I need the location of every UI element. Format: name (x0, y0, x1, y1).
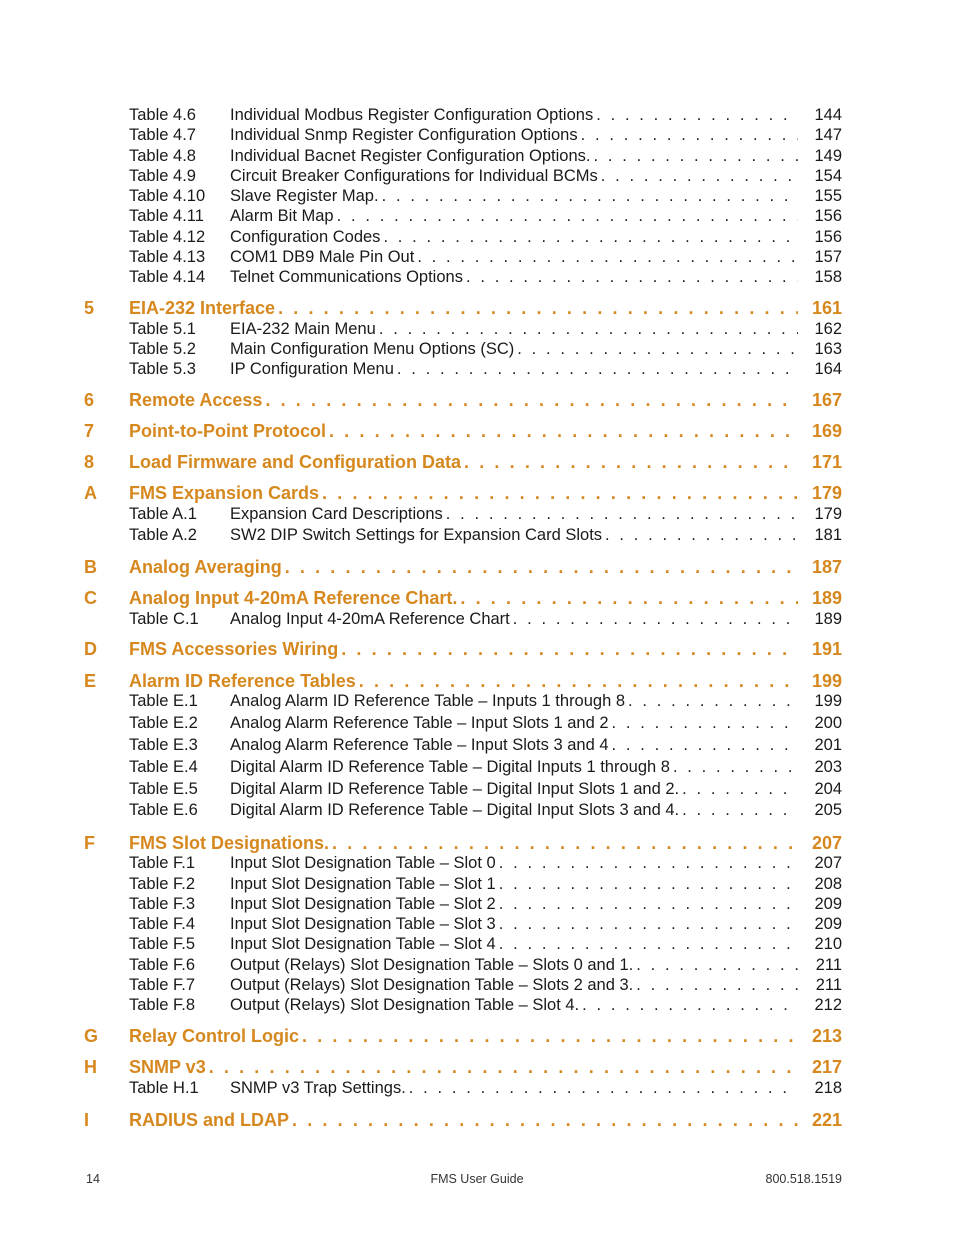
entry-title-line (129, 1110, 842, 1131)
entry-title: Individual Bacnet Register Configuration Options. (230, 147, 591, 165)
dot-leader (679, 780, 798, 799)
entry-title-line (230, 976, 842, 995)
entry-title: Individual Snmp Register Configuration Options (230, 126, 578, 144)
footer-doc-title: FMS User Guide (430, 1172, 524, 1186)
entry-page-number: 191 (811, 639, 842, 659)
entry-page-number: 154 (814, 167, 842, 185)
table-label: Table 4.14 (129, 268, 206, 286)
entry-page-number: 218 (814, 1079, 842, 1097)
toc-table-entry[interactable] (0, 714, 842, 734)
entry-title: Expansion Card Descriptions (230, 505, 443, 523)
entry-title: FMS Slot Designations. (129, 833, 330, 853)
dot-leader (514, 340, 798, 359)
section-number: I (84, 1110, 90, 1130)
entry-page-number: 156 (814, 207, 842, 225)
dot-leader (379, 187, 798, 206)
toc-section-entry[interactable] (0, 1026, 842, 1048)
toc-table-entry[interactable] (0, 976, 842, 996)
entry-page-number: 210 (814, 935, 842, 953)
section-number: C (84, 588, 97, 608)
entry-page-number: 144 (814, 106, 842, 124)
entry-page-number: 200 (814, 714, 842, 732)
table-label: Table C.1 (129, 610, 199, 628)
entry-title-line (230, 320, 842, 339)
entry-page-number: 179 (814, 505, 842, 523)
dot-leader (609, 714, 798, 733)
entry-title-line (230, 526, 842, 545)
entry-title: EIA-232 Main Menu (230, 320, 376, 338)
toc-table-entry[interactable] (0, 505, 842, 525)
table-label: Table 4.10 (129, 187, 206, 205)
entry-page-number: 207 (811, 833, 842, 853)
dot-leader (496, 895, 798, 914)
entry-page-number: 162 (814, 320, 842, 338)
entry-title-line (230, 106, 842, 125)
dot-leader (406, 1079, 798, 1098)
dot-leader (670, 758, 798, 777)
entry-title: Configuration Codes (230, 228, 381, 246)
entry-title-line (230, 935, 842, 954)
toc-table-entry[interactable] (0, 801, 842, 821)
entry-title-line (129, 452, 842, 473)
entry-title: Output (Relays) Slot Designation Table – Slots 2 and 3. (230, 976, 634, 994)
entry-title-line (230, 228, 842, 247)
table-label: Table 4.8 (129, 147, 196, 165)
dot-leader (463, 268, 798, 287)
section-number: G (84, 1026, 99, 1046)
entry-title: Analog Input 4-20mA Reference Chart (230, 610, 510, 628)
toc-table-entry[interactable] (0, 1079, 842, 1099)
entry-title-line (230, 610, 842, 629)
entry-page-number: 149 (814, 147, 842, 165)
toc-section-entry[interactable] (0, 298, 842, 320)
entry-page-number: 211 (815, 976, 842, 994)
entry-title-line (230, 956, 842, 975)
toc-table-entry[interactable] (0, 758, 842, 778)
dot-leader (319, 483, 798, 504)
entry-title-line (129, 390, 842, 411)
section-number: E (84, 671, 97, 691)
table-label: Table 4.12 (129, 228, 206, 246)
entry-page-number: 163 (814, 340, 842, 358)
entry-title: Slave Register Map. (230, 187, 379, 205)
dot-leader (299, 1026, 798, 1047)
entry-page-number: 217 (811, 1057, 842, 1077)
entry-title-line (230, 854, 842, 873)
entry-page-number: 207 (814, 854, 842, 872)
entry-title: Digital Alarm ID Reference Table – Digital Input Slots 3 and 4. (230, 801, 680, 819)
toc-section-entry[interactable] (0, 421, 842, 443)
dot-leader (496, 875, 798, 894)
entry-title-line (230, 1079, 842, 1098)
entry-title: Output (Relays) Slot Designation Table – Slots 0 and 1. (230, 956, 634, 974)
entry-page-number: 199 (814, 692, 842, 710)
toc-table-entry[interactable] (0, 610, 842, 630)
table-label: Table E.3 (129, 736, 198, 754)
dot-leader (579, 996, 798, 1015)
toc-table-entry[interactable] (0, 340, 842, 360)
toc-section-entry[interactable] (0, 639, 842, 661)
entry-page-number: 147 (814, 126, 842, 144)
entry-page-number: 155 (814, 187, 842, 205)
entry-title: Main Configuration Menu Options (SC) (230, 340, 515, 358)
table-label: Table H.1 (129, 1079, 199, 1097)
table-label: Table A.2 (129, 526, 197, 544)
dot-leader (609, 736, 798, 755)
entry-title-line (129, 833, 842, 854)
table-label: Table F.1 (129, 854, 196, 872)
entry-title: Analog Alarm Reference Table – Input Slots 3 and 4 (230, 736, 609, 754)
toc-table-entry[interactable] (0, 187, 842, 207)
dot-leader (334, 207, 798, 226)
table-label: Table 4.11 (129, 207, 204, 225)
entry-title: Input Slot Designation Table – Slot 0 (230, 854, 496, 872)
dot-leader (394, 360, 798, 379)
table-label: Table F.7 (129, 976, 196, 994)
table-label: Table 4.6 (129, 106, 196, 124)
entry-page-number: 158 (814, 268, 842, 286)
toc-section-entry[interactable] (0, 452, 842, 474)
toc-table-entry[interactable] (0, 956, 842, 976)
entry-page-number: 189 (814, 610, 842, 628)
toc-section-entry[interactable] (0, 483, 842, 505)
entry-title-line (230, 915, 842, 934)
dot-leader (414, 248, 798, 267)
entry-title: SNMP v3 Trap Settings. (230, 1079, 406, 1097)
table-label: Table 5.1 (129, 320, 196, 338)
toc-table-entry[interactable] (0, 526, 842, 546)
entry-title: Input Slot Designation Table – Slot 4 (230, 935, 496, 953)
entry-title: Relay Control Logic (129, 1026, 300, 1046)
entry-title-line (230, 505, 842, 524)
toc-section-entry[interactable] (0, 833, 842, 855)
table-label: Table F.4 (129, 915, 196, 933)
section-number: H (84, 1057, 97, 1077)
entry-title-line (230, 248, 842, 267)
dot-leader (329, 833, 798, 854)
entry-page-number: 164 (814, 360, 842, 378)
entry-title: EIA-232 Interface (129, 298, 276, 318)
toc-table-entry[interactable] (0, 915, 842, 935)
entry-title: COM1 DB9 Male Pin Out (230, 248, 415, 266)
entry-page-number: 211 (815, 956, 842, 974)
entry-page-number: 203 (814, 758, 842, 776)
entry-title: Digital Alarm ID Reference Table – Digital Inputs 1 through 8 (230, 758, 670, 776)
footer-phone: 800.518.1519 (765, 1172, 842, 1186)
toc-table-entry[interactable] (0, 360, 842, 380)
entry-page-number: 156 (814, 228, 842, 246)
table-label: Table 4.9 (129, 167, 196, 185)
toc-table-entry[interactable] (0, 935, 842, 955)
table-label: Table E.5 (129, 780, 198, 798)
toc-table-entry[interactable] (0, 692, 842, 712)
entry-page-number: 221 (811, 1110, 842, 1130)
dot-leader (376, 320, 798, 339)
section-number: A (84, 483, 97, 503)
dot-leader (338, 639, 798, 660)
dot-leader (496, 854, 798, 873)
entry-title: SW2 DIP Switch Settings for Expansion Card Slots (230, 526, 603, 544)
entry-title: Analog Input 4-20mA Reference Chart. (129, 588, 458, 608)
entry-title: Input Slot Designation Table – Slot 2 (230, 895, 496, 913)
dot-leader (496, 915, 798, 934)
toc-table-entry[interactable] (0, 996, 842, 1016)
dot-leader (461, 452, 798, 473)
entry-title: Input Slot Designation Table – Slot 1 (230, 875, 496, 893)
dot-leader (457, 588, 798, 609)
footer-page-number: 14 (86, 1172, 100, 1186)
toc-table-entry[interactable] (0, 228, 842, 248)
table-label: Table E.6 (129, 801, 198, 819)
entry-title: Individual Modbus Register Configuration Options (230, 106, 594, 124)
toc-table-entry[interactable] (0, 207, 842, 227)
entry-title-line (230, 167, 842, 186)
toc-table-entry[interactable] (0, 895, 842, 915)
entry-title: Digital Alarm ID Reference Table – Digital Input Slots 1 and 2. (230, 780, 680, 798)
toc-table-entry[interactable] (0, 126, 842, 146)
dot-leader (380, 228, 798, 247)
entry-title-line (230, 126, 842, 145)
entry-page-number: 204 (814, 780, 842, 798)
entry-title: Telnet Communications Options (230, 268, 463, 286)
dot-leader (602, 526, 798, 545)
dot-leader (633, 976, 798, 995)
dot-leader (356, 671, 798, 692)
entry-title: Alarm Bit Map (230, 207, 334, 225)
section-number: 6 (84, 390, 95, 410)
table-label: Table F.6 (129, 956, 196, 974)
table-label: Table F.5 (129, 935, 196, 953)
toc-table-entry[interactable] (0, 875, 842, 895)
toc-table-entry[interactable] (0, 780, 842, 800)
entry-title-line (129, 421, 842, 442)
entry-title: Analog Alarm ID Reference Table – Inputs 1 through 8 (230, 692, 626, 710)
dot-leader (510, 610, 798, 629)
entry-page-number: 209 (814, 915, 842, 933)
toc-table-entry[interactable] (0, 106, 842, 126)
table-label: Table F.3 (129, 895, 196, 913)
toc-section-entry[interactable] (0, 1110, 842, 1132)
entry-title-line (230, 780, 842, 799)
entry-page-number: 209 (814, 895, 842, 913)
table-label: Table E.1 (129, 692, 198, 710)
dot-leader (289, 1110, 798, 1131)
entry-title: Output (Relays) Slot Designation Table – Slot 4. (230, 996, 580, 1014)
entry-title-line (230, 714, 842, 733)
entry-title-line (230, 692, 842, 711)
section-number: D (84, 639, 97, 659)
section-number: 7 (84, 421, 95, 441)
entry-title: Point-to-Point Protocol (129, 421, 326, 441)
dot-leader (633, 956, 798, 975)
entry-title-line (230, 736, 842, 755)
section-number: 8 (84, 452, 95, 472)
toc-table-entry[interactable] (0, 167, 842, 187)
entry-title: SNMP v3 (129, 1057, 206, 1077)
entry-title: Load Firmware and Configuration Data (129, 452, 462, 472)
toc-table-entry[interactable] (0, 736, 842, 756)
table-label: Table E.4 (129, 758, 198, 776)
toc-section-entry[interactable] (0, 557, 842, 579)
toc-section-entry[interactable] (0, 671, 842, 693)
entry-page-number: 189 (811, 588, 842, 608)
dot-leader (206, 1057, 798, 1078)
dot-leader (275, 298, 798, 319)
dot-leader (679, 801, 798, 820)
entry-title-line (129, 1057, 842, 1078)
dot-leader (496, 935, 798, 954)
entry-title: Analog Alarm Reference Table – Input Slots 1 and 2 (230, 714, 609, 732)
toc-table-entry[interactable] (0, 268, 842, 288)
toc-section-entry[interactable] (0, 1057, 842, 1079)
entry-page-number: 167 (811, 390, 842, 410)
section-number: B (84, 557, 97, 577)
dot-leader (578, 126, 798, 145)
entry-title: Remote Access (129, 390, 263, 410)
entry-title-line (230, 268, 842, 287)
table-label: Table 4.7 (129, 126, 196, 144)
table-label: Table F.2 (129, 875, 196, 893)
section-number: F (84, 833, 95, 853)
entry-title-line (129, 639, 842, 660)
toc-table-entry[interactable] (0, 248, 842, 268)
entry-page-number: 208 (814, 875, 842, 893)
table-label: Table 5.3 (129, 360, 196, 378)
dot-leader (262, 390, 798, 411)
toc-table-entry[interactable] (0, 147, 842, 167)
entry-page-number: 199 (811, 671, 842, 691)
entry-page-number: 161 (811, 298, 842, 318)
entry-page-number: 181 (814, 526, 842, 544)
dot-leader (326, 421, 798, 442)
entry-title-line (129, 298, 842, 319)
toc-table-entry[interactable] (0, 854, 842, 874)
section-number: 5 (84, 298, 95, 318)
entry-title-line (230, 875, 842, 894)
entry-page-number: 157 (814, 248, 842, 266)
dot-leader (598, 167, 798, 186)
entry-title-line (230, 360, 842, 379)
entry-title: RADIUS and LDAP (129, 1110, 290, 1130)
dot-leader (625, 692, 798, 711)
entry-title: IP Configuration Menu (230, 360, 394, 378)
entry-page-number: 201 (814, 736, 842, 754)
table-label: Table A.1 (129, 505, 197, 523)
entry-page-number: 212 (814, 996, 842, 1014)
dot-leader (282, 557, 798, 578)
entry-page-number: 213 (811, 1026, 842, 1046)
entry-title-line (129, 557, 842, 578)
entry-title: FMS Accessories Wiring (129, 639, 339, 659)
entry-title-line (230, 758, 842, 777)
toc-section-entry[interactable] (0, 588, 842, 610)
dot-leader (593, 106, 798, 125)
entry-title-line (230, 996, 842, 1015)
entry-page-number: 179 (811, 483, 842, 503)
toc-section-entry[interactable] (0, 390, 842, 412)
entry-title-line (129, 671, 842, 692)
entry-title: Circuit Breaker Configurations for Individual BCMs (230, 167, 598, 185)
entry-title-line (129, 1026, 842, 1047)
toc-table-entry[interactable] (0, 320, 842, 340)
table-label: Table E.2 (129, 714, 198, 732)
entry-title-line (230, 147, 842, 166)
table-label: Table 5.2 (129, 340, 196, 358)
entry-title: Alarm ID Reference Tables (129, 671, 356, 691)
entry-title: Analog Averaging (129, 557, 282, 577)
entry-title-line (230, 801, 842, 820)
table-label: Table F.8 (129, 996, 196, 1014)
entry-title-line (230, 340, 842, 359)
entry-page-number: 169 (811, 421, 842, 441)
dot-leader (443, 505, 798, 524)
entry-page-number: 205 (814, 801, 842, 819)
entry-page-number: 171 (811, 452, 842, 472)
entry-title-line (230, 207, 842, 226)
entry-title: FMS Expansion Cards (129, 483, 320, 503)
table-label: Table 4.13 (129, 248, 206, 266)
entry-title-line (129, 483, 842, 504)
entry-title-line (129, 588, 842, 609)
entry-title: Input Slot Designation Table – Slot 3 (230, 915, 496, 933)
entry-title-line (230, 895, 842, 914)
entry-title-line (230, 187, 842, 206)
entry-page-number: 187 (811, 557, 842, 577)
dot-leader (590, 147, 798, 166)
